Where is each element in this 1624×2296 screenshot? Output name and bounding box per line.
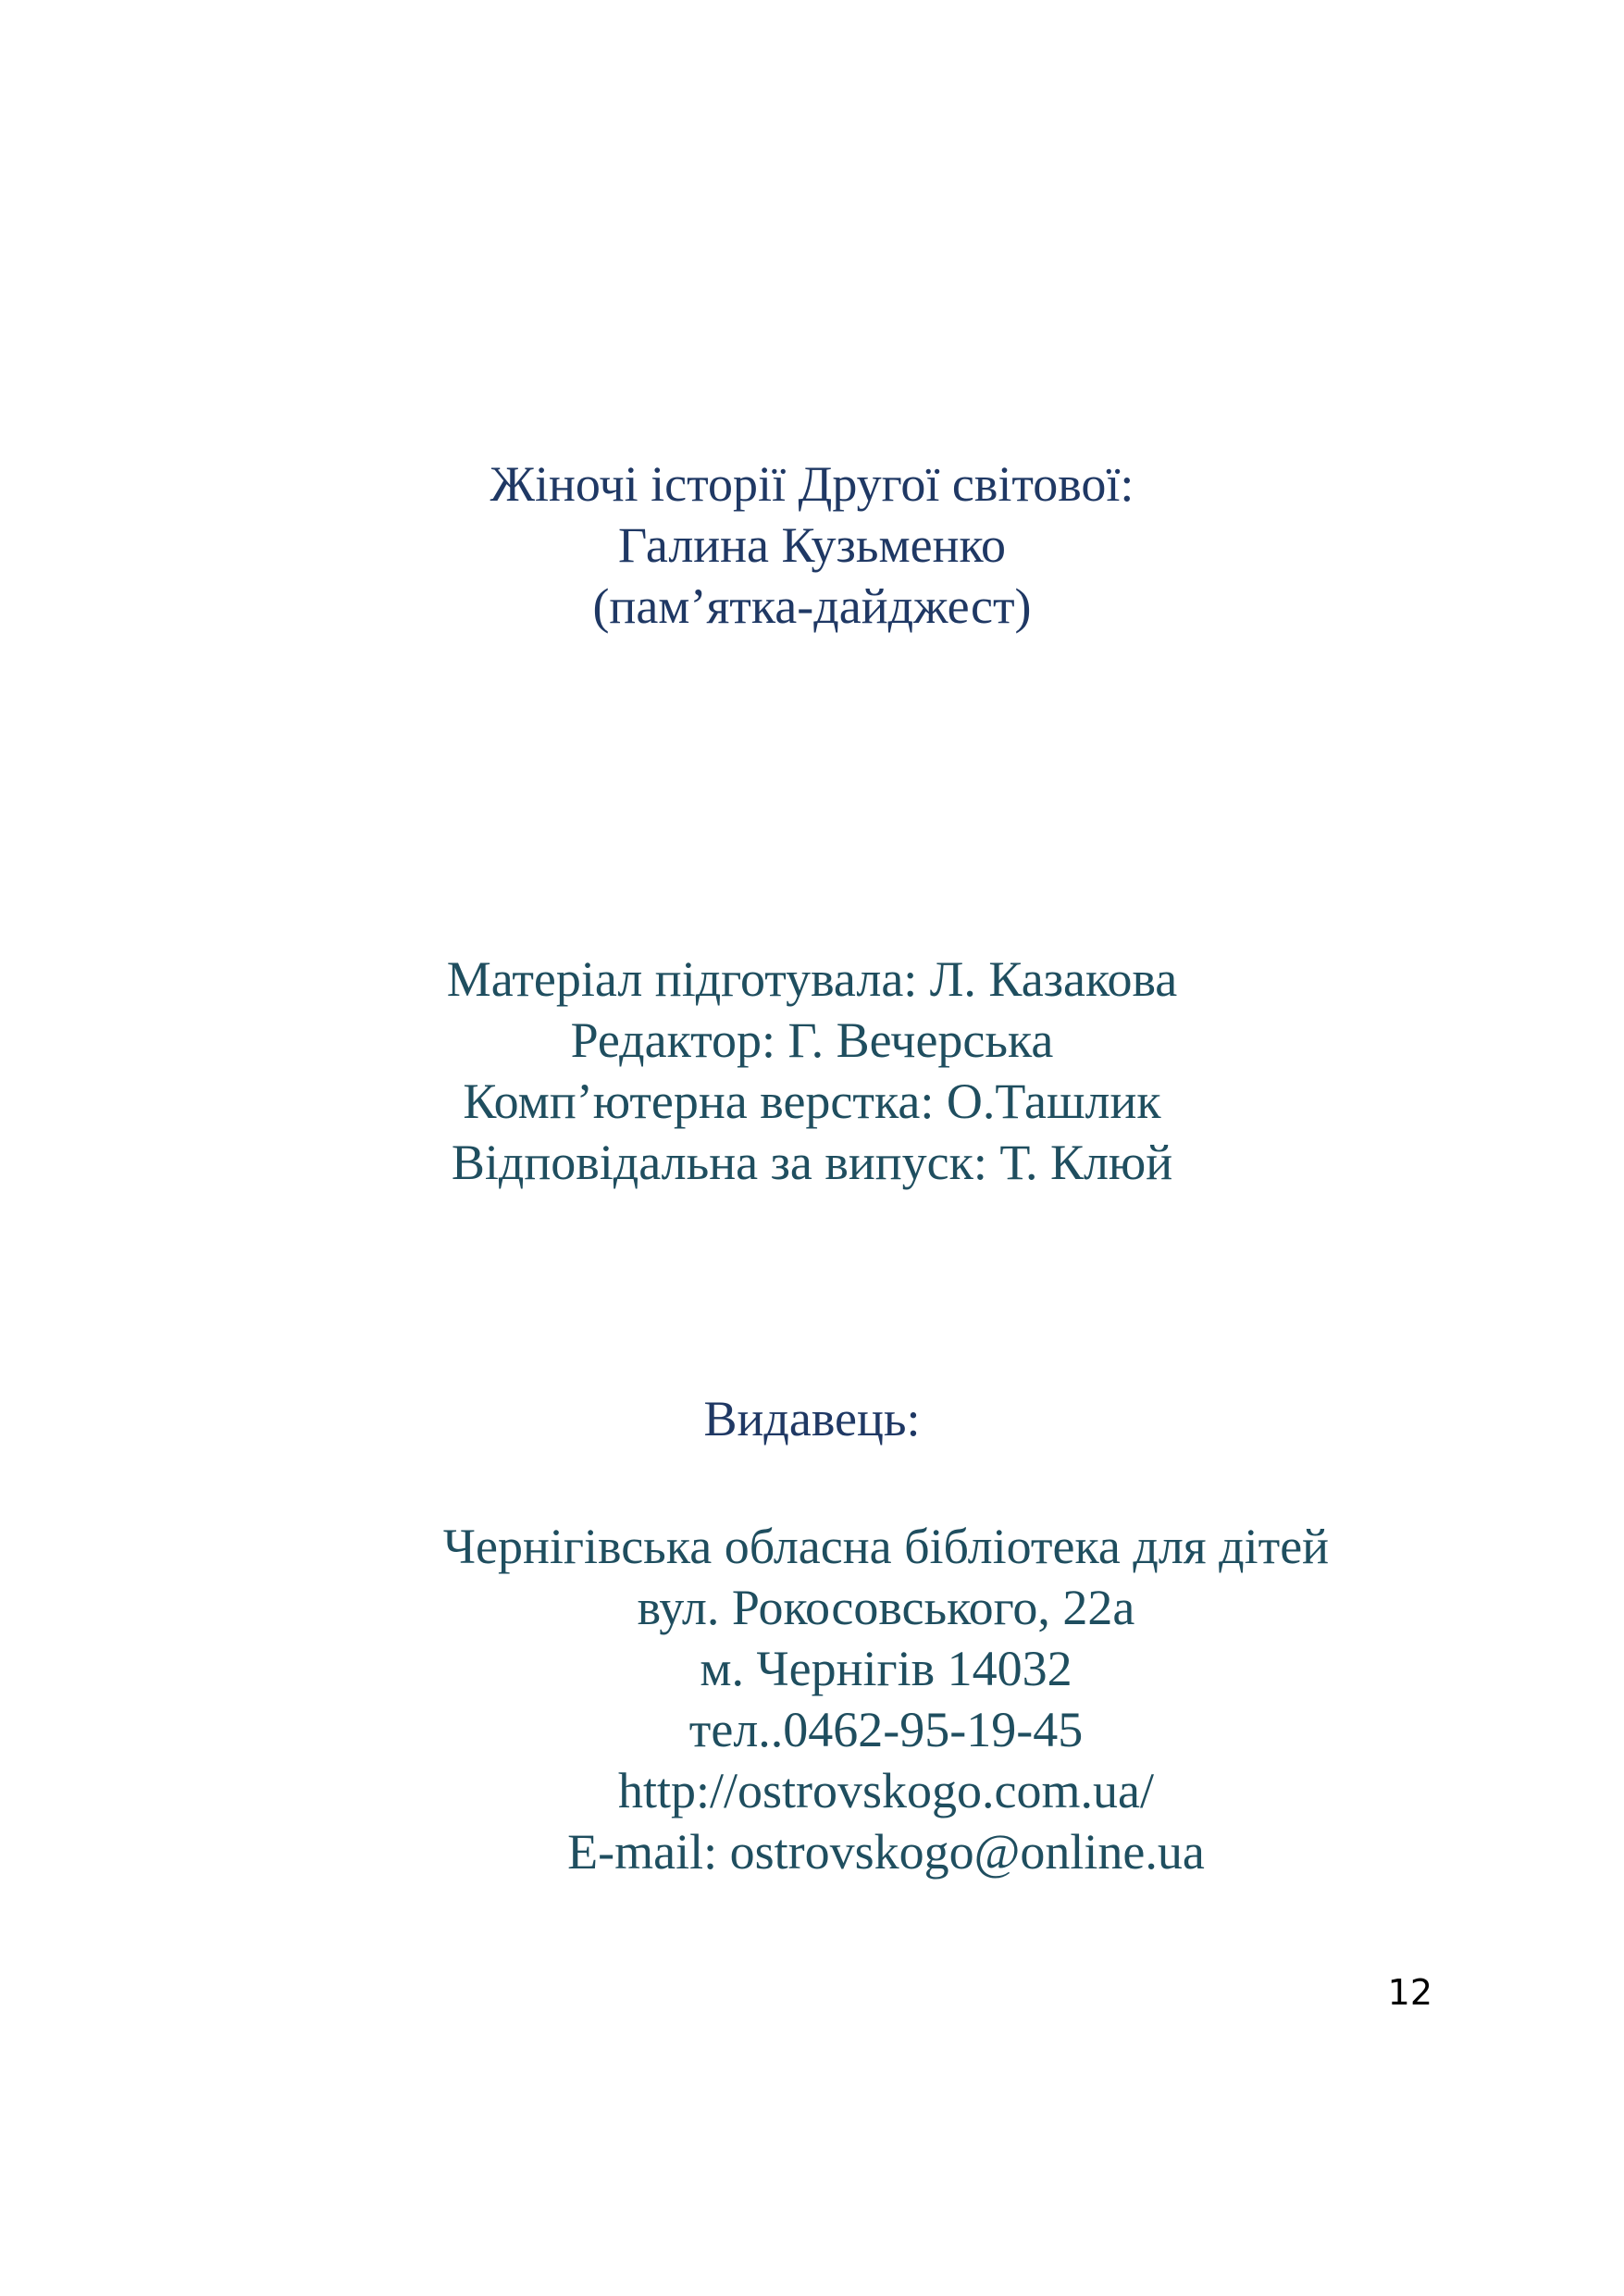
- publisher-section: [74, 1516, 1624, 1882]
- title-line-3: (пам’ятка-дайджест): [592, 578, 1032, 634]
- document-title: [0, 453, 1624, 637]
- title-line-2: Галина Кузьменко: [618, 517, 1006, 573]
- publisher-website[interactable]: http://ostrovskogo.com.ua/: [618, 1763, 1154, 1818]
- credit-responsible: Відповідальна за випуск: Т. Клюй: [451, 1135, 1173, 1190]
- publisher-label: Видавець:: [703, 1391, 921, 1446]
- page-number: 12: [1387, 1972, 1432, 2013]
- publisher-street: вул. Рокосовського, 22а: [637, 1580, 1135, 1635]
- publisher-city: м. Чернігів 14032: [700, 1641, 1072, 1696]
- publisher-email[interactable]: E-mail: ostrovskogo@online.ua: [567, 1824, 1205, 1880]
- publisher-name: Чернігівська обласна бібліотека для дітей: [442, 1519, 1330, 1574]
- credit-prepared-by: Матеріал підготувала: Л. Казакова: [446, 951, 1178, 1007]
- credit-layout: Комп’ютерна верстка: О.Ташлик: [463, 1074, 1161, 1129]
- publisher-phone: тел..0462-95-19-45: [688, 1702, 1084, 1757]
- credits-section: [0, 949, 1624, 1193]
- title-line-1: Жіночі історії Другої світової:: [490, 456, 1134, 512]
- credit-editor: Редактор: Г. Вечерська: [570, 1012, 1054, 1068]
